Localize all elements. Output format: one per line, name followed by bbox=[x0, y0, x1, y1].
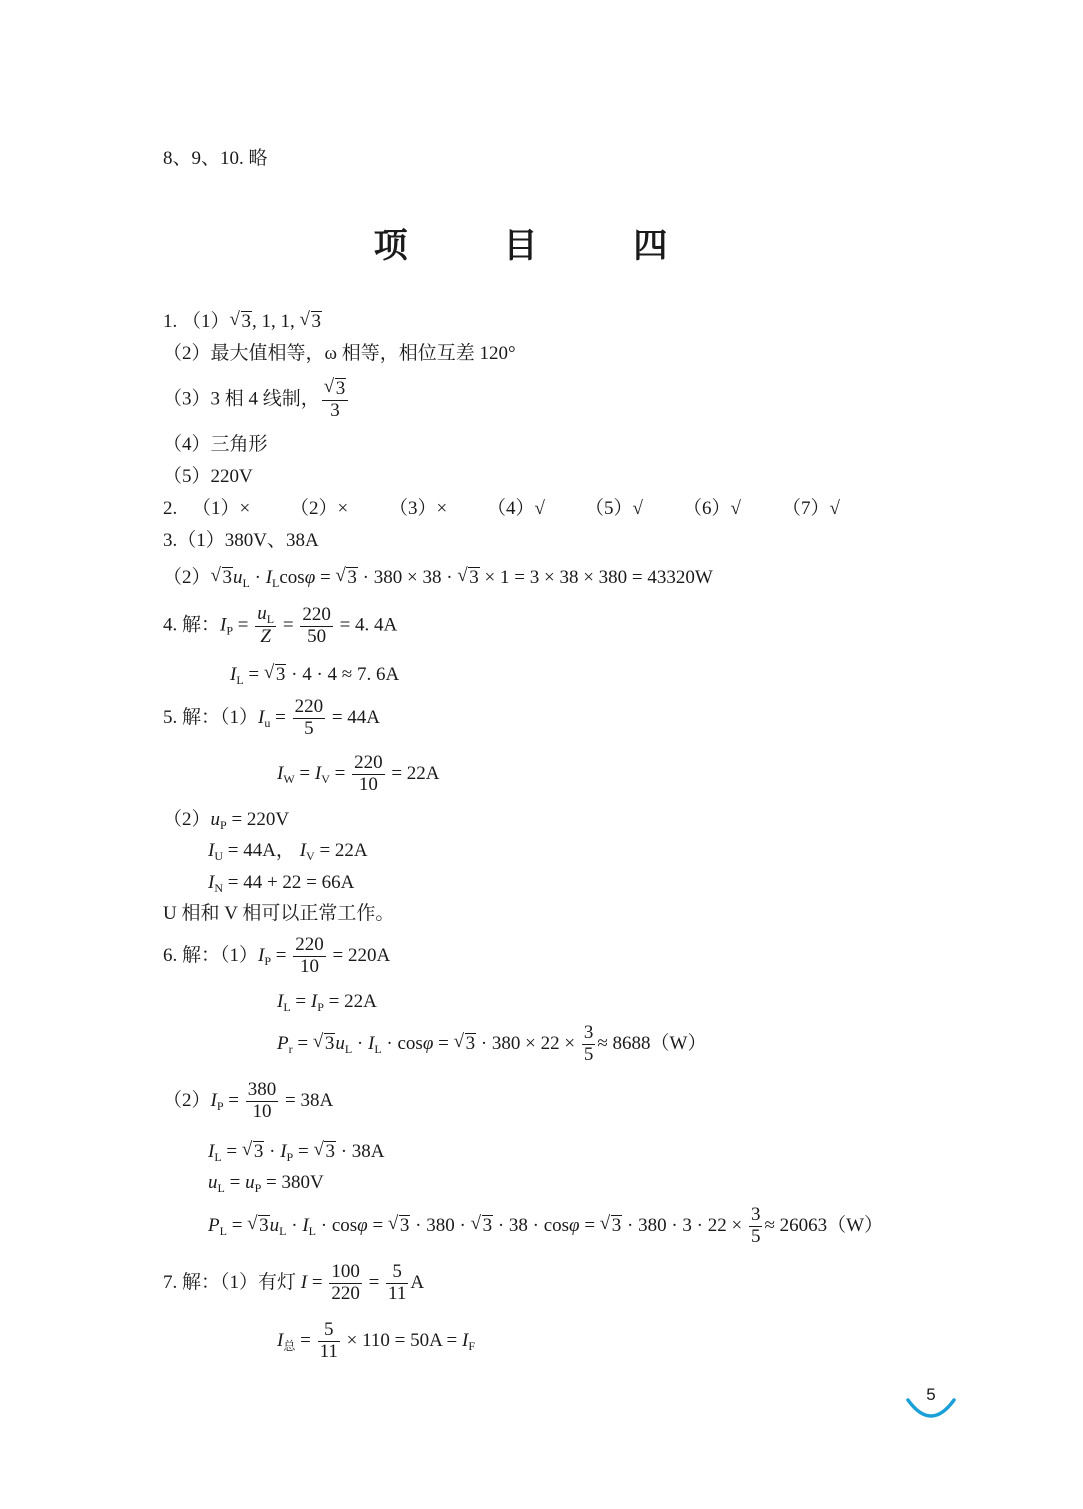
q4-line1: 4. 解：$I_P$ = $\frac{u_L}{Z}$ = $\frac{220}{50}$ = 4. 4A bbox=[163, 603, 398, 648]
page-number-text: 5 bbox=[926, 1385, 936, 1404]
q6-part2: $(2)I_P$ = $\frac{380}{10}$ = 38A bbox=[163, 1079, 334, 1122]
q2-item: （4）√ bbox=[487, 498, 545, 519]
q1-part1: 1. （1）√ 3, 1, 1, √ 3 bbox=[163, 311, 322, 332]
q3-part2: （2）√ $3u_L \cdot I_L\cos\varphi$ = √ 3 · 380 × 38 · √ 3 × 1 = 3 × 38 × 380 = 43320W bbox=[163, 567, 713, 589]
q6-line6: $u_L = u_P = 380V$ bbox=[208, 1172, 324, 1195]
section-heading: 项 目 四 bbox=[373, 226, 710, 266]
q7-line2: $I_总$ = $\frac{5}{11}$ × $110 = 50A = I_F$ bbox=[277, 1319, 475, 1362]
q6-line3: $P_r$ = √ $3u_L \cdot I_L \cdot \cos\varphi$ = √ 3 · 380 × 22 × $\frac{3}{5}$ ≈ 8688（W） bbox=[277, 1023, 706, 1066]
q5-neutral: $I_N = 44 + 22 = 66A$ bbox=[208, 872, 355, 895]
q6-line7: $P_L$ = √ $3u_L \cdot I_L \cdot \cos\varphi$ = √ 3 · 380 · √ 3 · 38 · cosφ = √ 3 · 380 · 3 · 22 × $\frac{3}{5}$ ≈ 26063（W） bbox=[208, 1205, 883, 1248]
q1-part2: （2）最大值相等，ω 相等，相位互差 120° bbox=[163, 343, 516, 364]
q2-item: （6）√ bbox=[683, 498, 741, 519]
q5-conclusion: U 相和 V 相可以正常工作。 bbox=[163, 903, 395, 924]
q2-item: （7）√ bbox=[782, 498, 840, 519]
q6-line5: $I_L$ = √ $3 \cdot I_P$ = √ 3 · 38A bbox=[208, 1141, 385, 1163]
q6-line1: 6. 解：$(1)I_P$ = $\frac{220}{10}$ = 220A bbox=[163, 934, 391, 977]
q2-item: （5）√ bbox=[585, 498, 643, 519]
q3-part1: 3.（1）380V、38A bbox=[163, 530, 319, 551]
q5-part2: $(2)u_P = 220V$ bbox=[163, 809, 290, 832]
q5-line2: $I_W = I_V$ = $\frac{220}{10}$ = 22A bbox=[277, 752, 440, 795]
q2-label: 2. bbox=[163, 498, 178, 519]
top-line: 8、9、10. 略 bbox=[163, 148, 268, 169]
page-number-arc-icon bbox=[905, 1388, 957, 1420]
q2-item: （2）× bbox=[290, 498, 349, 519]
q7-line1: 7. 解：（1）有灯 I = $\frac{100}{220}$ = $\frac{5}{11}$ A bbox=[163, 1261, 425, 1304]
q2-item: （1）× bbox=[192, 498, 251, 519]
q4-line2: $I_L$ = √ 3 · 4 · 4 ≈ 7. 6A bbox=[230, 664, 399, 686]
q5-line1: 5. 解：$(1)I_u$ = $\frac{220}{5}$ = 44A bbox=[163, 696, 380, 739]
q2-item: （3）× bbox=[389, 498, 448, 519]
q1-part5: （5）220V bbox=[163, 466, 253, 487]
q5-currents: $I_U = 44A$， $I_V = 22A$ bbox=[208, 840, 368, 863]
q1-part4: （4）三角形 bbox=[163, 434, 268, 455]
q1-part3: （3）3 相 4 线制， √ $\frac{3}{3}$ bbox=[163, 378, 350, 422]
page-number bbox=[905, 1378, 957, 1420]
q6-line2: $I_L = I_P = 22A$ bbox=[277, 991, 377, 1014]
